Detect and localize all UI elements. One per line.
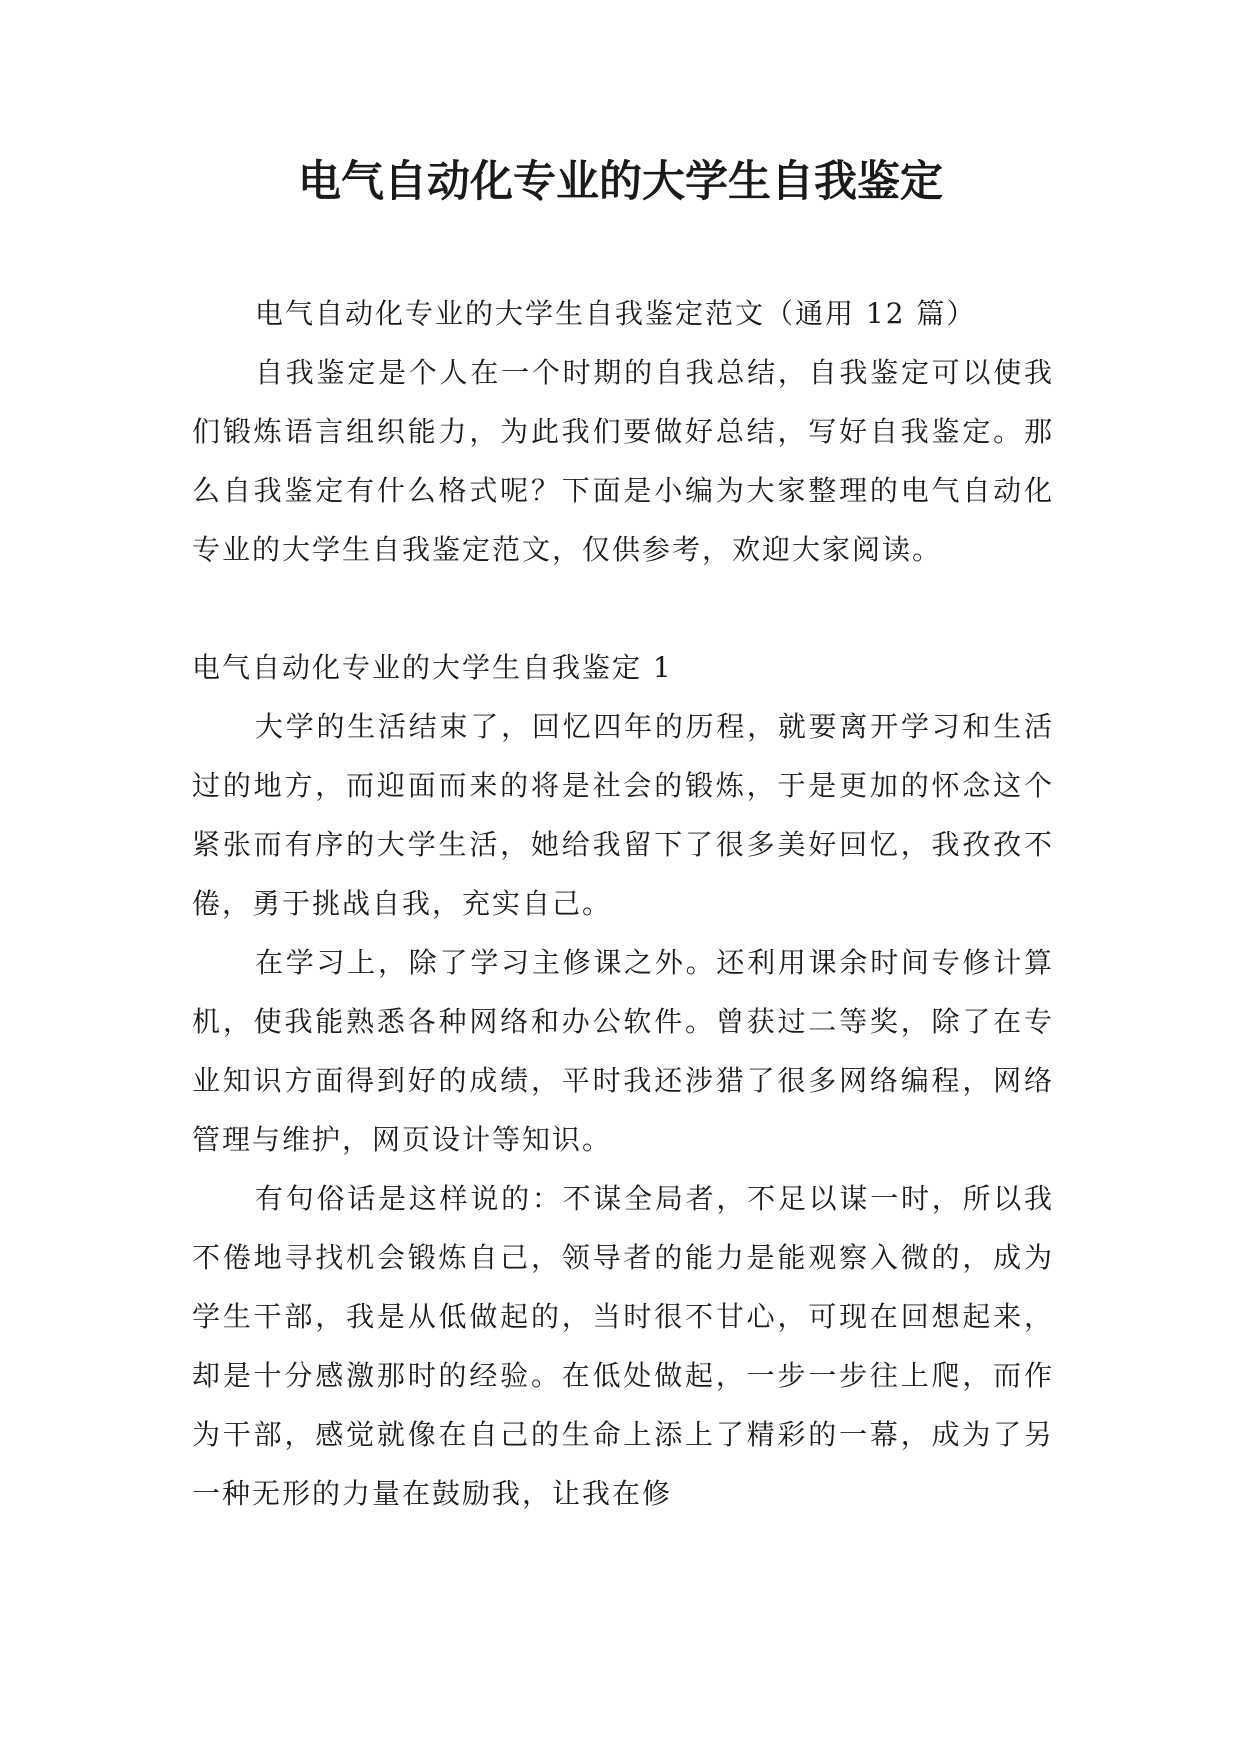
document-body xyxy=(192,284,1054,1523)
body-paragraph: 有句俗话是这样说的：不谋全局者，不足以谋一时，所以我不倦地寻找机会锻炼自己，领导者的能力是能观察入微的，成为学生干部，我是从低做起的，当时很不甘心，可现在回想起来，却是十分感激那时的经验。在低处做起，一步一步往上爬，而作为干部，感觉就像在自己的生命上添上了精彩的一幕，成为了另一种无形的力量在鼓励我，让我在修 xyxy=(192,1182,1054,1510)
document-subtitle: 电气自动化专业的大学生自我鉴定范文（通用 12 篇） xyxy=(255,297,977,330)
section-heading: 电气自动化专业的大学生自我鉴定 1 xyxy=(192,651,673,684)
document-title: 电气自动化专业的大学生自我鉴定 xyxy=(298,157,943,207)
body-paragraph: 大学的生活结束了，回忆四年的历程，就要离开学习和生活过的地方，而迎面而来的将是社会的锻炼，于是更加的怀念这个紧张而有序的大学生活，她给我留下了很多美好回忆，我孜孜不倦，勇于挑战自我，充实自己。 xyxy=(192,710,1054,920)
intro-paragraph: 自我鉴定是个人在一个时期的自我总结，自我鉴定可以使我们锻炼语言组织能力，为此我们要做好总结，写好自我鉴定。那么自我鉴定有什么格式呢？下面是小编为大家整理的电气自动化专业的大学生自我鉴定范文，仅供参考，欢迎大家阅读。 xyxy=(192,356,1054,566)
body-paragraph: 在学习上，除了学习主修课之外。还利用课余时间专修计算机，使我能熟悉各种网络和办公软件。曾获过二等奖，除了在专业知识方面得到好的成绩，平时我还涉猎了很多网络编程，网络管理与维护，网页设计等知识。 xyxy=(192,946,1054,1156)
